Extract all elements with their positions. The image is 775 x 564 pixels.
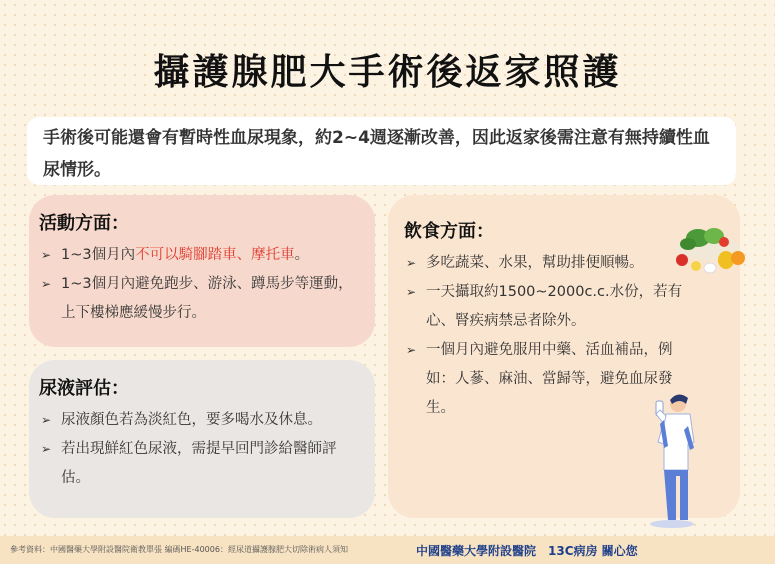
urine-item-text: 尿液顏色若為淡紅色，要多喝水及休息。 (61, 412, 322, 428)
urine-item-text: 若出現鮮紅色尿液，需提早回門診給醫師評估。 (61, 441, 337, 486)
diet-heading: 飲食方面： (404, 221, 494, 242)
diet-item-text: 多吃蔬菜、水果，幫助排便順暢。 (426, 255, 644, 271)
list-item (39, 241, 363, 270)
arrow-bullet-icon: ➢ (41, 277, 52, 291)
page-title: 攝護腺肥大手術後返家照護 (153, 52, 622, 93)
urine-list (39, 406, 363, 493)
arrow-bullet-icon: ➢ (41, 248, 52, 262)
activity-item1-prefix: 1~3個月內 (61, 247, 136, 263)
activity-item1-highlight: 不可以騎腳踏車、摩托車 (135, 247, 295, 263)
arrow-bullet-icon: ➢ (406, 256, 417, 270)
intro-box: 手術後可能還會有暫時性血尿現象，約2~4週逐漸改善，因此返家後需注意有無持續性血尿情形。 (27, 117, 736, 185)
arrow-bullet-icon: ➢ (41, 413, 52, 427)
diet-item-text: 一個月內避免服用中藥、活血補品，例如：人蔘、麻油、當歸等，避免血尿發生。 (426, 342, 673, 416)
activity-list (39, 241, 363, 328)
arrow-bullet-icon: ➢ (406, 285, 417, 299)
footer-bar (0, 536, 775, 564)
footer-hospital: 中國醫藥大學附設醫院 13C病房 關心您 (416, 544, 638, 558)
urine-card (29, 360, 375, 518)
list-item (39, 406, 363, 435)
diet-item-text: 一天攝取約1500~2000c.c.水份，若有心、腎疾病禁忌者除外。 (426, 284, 683, 329)
arrow-bullet-icon: ➢ (41, 442, 52, 456)
list-item (404, 278, 689, 336)
activity-item1-suffix: 。 (294, 247, 310, 263)
footer-reference: 參考資料：中國醫藥大學附設醫院衛教單張 編碼HE-40006：經尿道攝護腺肥大切除術病人須知 (10, 545, 348, 554)
arrow-bullet-icon: ➢ (406, 343, 417, 357)
list-item (404, 249, 689, 278)
person-drinking-water-icon (634, 390, 714, 530)
activity-card (29, 195, 375, 347)
urine-heading: 尿液評估： (39, 378, 129, 399)
list-item (39, 270, 363, 328)
list-item (39, 435, 363, 493)
activity-item2-text: 1~3個月內避免跑步、游泳、蹲馬步等運動，上下樓梯應緩慢步行。 (61, 276, 353, 321)
activity-heading: 活動方面： (39, 213, 129, 234)
vegetables-fruits-icon (668, 218, 748, 280)
